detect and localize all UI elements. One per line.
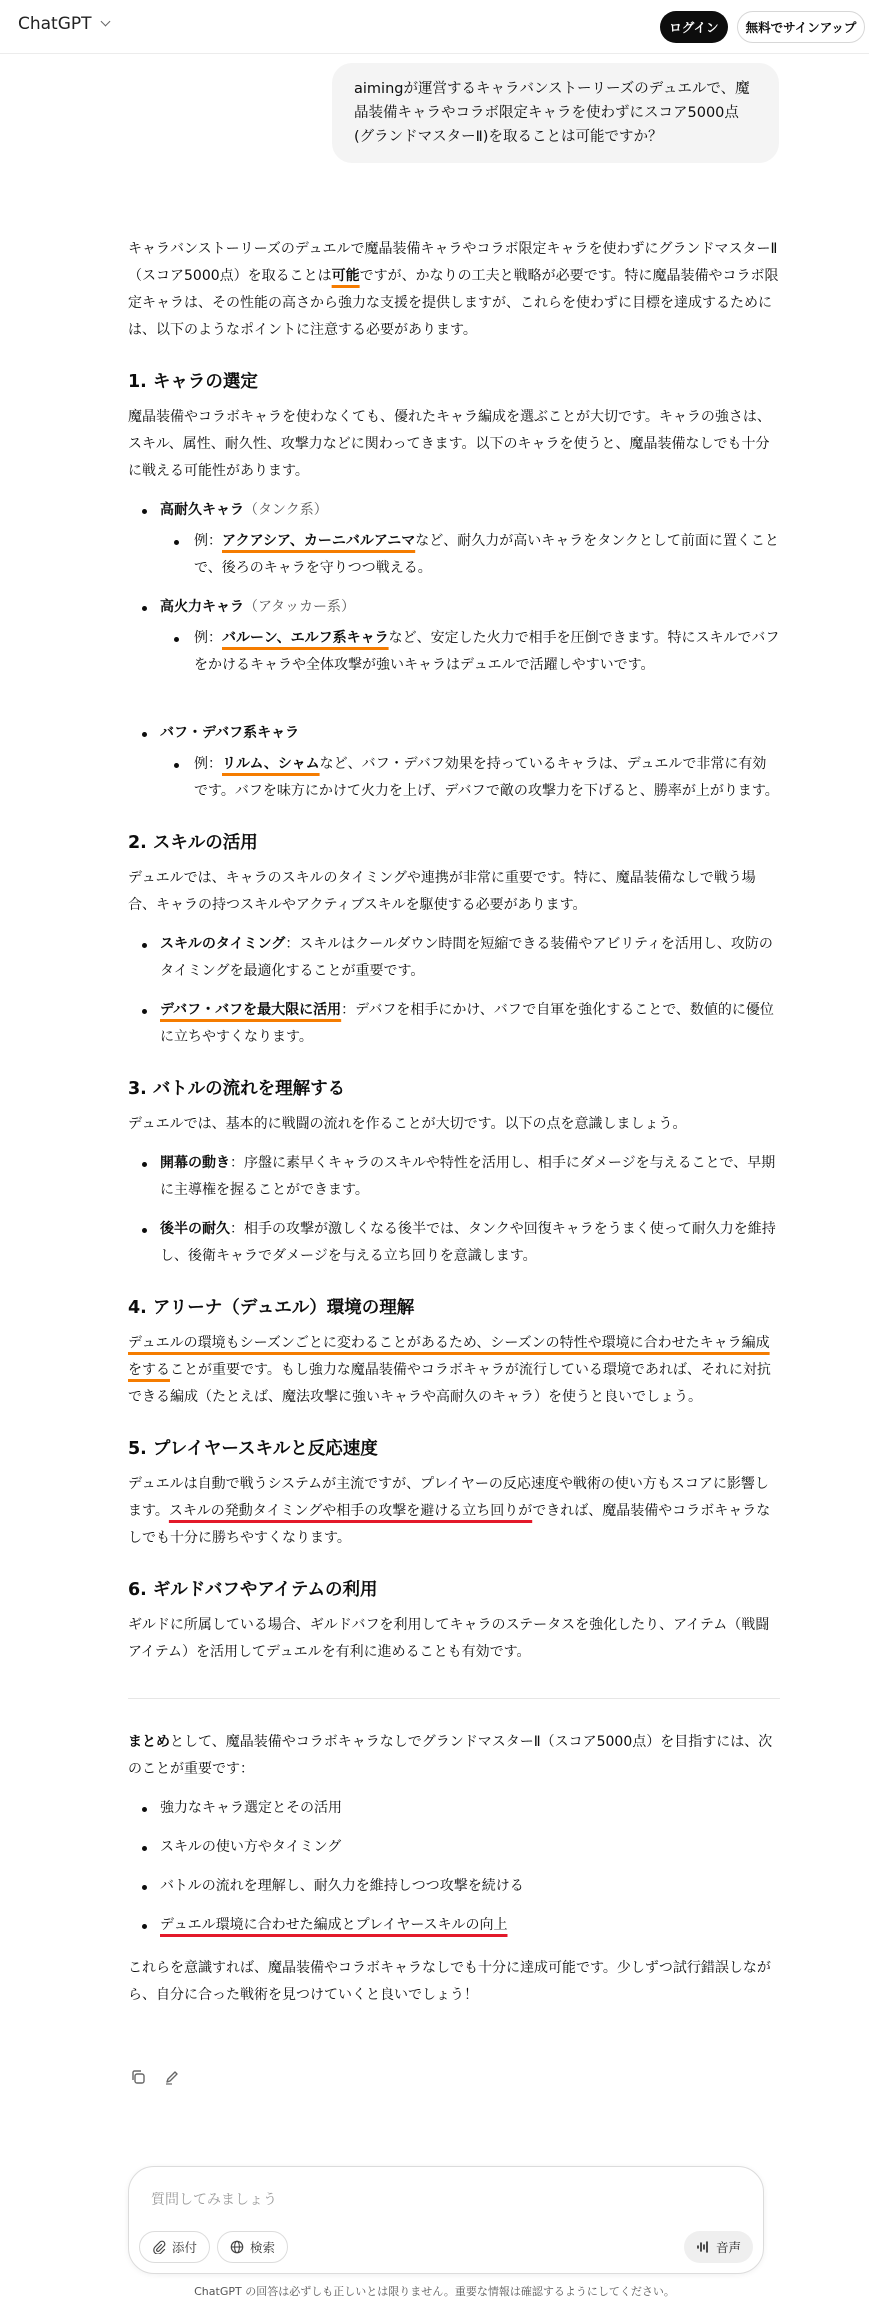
example-prefix: 例：	[194, 756, 222, 772]
section-5-title: 5. プレイヤースキルと反応速度	[128, 1439, 378, 1459]
search-button[interactable]	[217, 2231, 288, 2263]
section-2-list	[128, 931, 780, 1051]
section-2-title: 2. スキルの活用	[128, 833, 258, 853]
summary-intro	[128, 1729, 780, 1783]
message-composer	[128, 2166, 764, 2274]
disclaimer-text: ChatGPT の回答は必ずしも正しいとは限りません。重要な情報は確認するようにしてください。	[194, 2285, 675, 2298]
prompt-input[interactable]: 質問してみましょう	[151, 2192, 277, 2208]
section-5-body	[128, 1471, 780, 1552]
assistant-message-continued	[128, 720, 780, 2009]
search-label: 検索	[250, 2240, 276, 2255]
buff-example-text: など、バフ・デバフ効果を持っているキャラは、デュエルで非常に有効です。バフを味方にかけて火力を上げ、デバフで敵の攻撃力を下げると、勝率が上がります。	[194, 756, 779, 799]
copy-icon[interactable]	[128, 2067, 148, 2087]
intro-text-1: キャラバンストーリーズのデュエルで魔晶装備キャラやコラボ限定キャラを使わずにグランドマスターⅡ（スコア5000点）を取ることは	[128, 241, 778, 284]
section-6-title: 6. ギルドバフやアイテムの利用	[128, 1580, 378, 1600]
buff-list	[128, 720, 780, 805]
section-5-highlight: スキルの発動タイミングや相手の攻撃を避ける立ち回りが	[168, 1503, 533, 1519]
section-2-body: デュエルでは、キャラのスキルのタイミングや連携が非常に重要です。特に、魔晶装備なしで戦う場合、キャラの持つスキルやアクティブスキルを駆使する必要があります。	[128, 870, 756, 913]
section-6-body: ギルドに所属している場合、ギルドバフを利用してキャラのステータスを強化したり、アイテム（戦闘アイテム）を活用してデュエルを有利に進めることも有効です。	[128, 1617, 770, 1660]
model-switcher[interactable]	[18, 14, 109, 34]
user-message-bubble	[332, 63, 779, 163]
list-item: バトルの流れを理解し、耐久力を維持しつつ攻撃を続ける	[128, 1873, 780, 1900]
attach-label: 添付	[172, 2240, 198, 2255]
example-prefix: 例：	[194, 533, 222, 549]
tank-note: （タンク系）	[244, 502, 328, 518]
skill-timing-text: ：スキルはクールダウン時間を短縮できる装備やアビリティを活用し、攻防のタイミングを最適化することが重要です。	[160, 936, 773, 979]
buff-example-names: リルム、シャム	[222, 756, 320, 772]
signup-button[interactable]: 無料でサインアップ	[737, 11, 865, 43]
attacker-label: 高火力キャラ	[160, 599, 244, 615]
example-prefix: 例：	[194, 630, 222, 646]
list-item	[128, 931, 780, 985]
list-item	[128, 720, 780, 805]
list-item: スキルの使い方やタイミング	[128, 1834, 780, 1861]
list-item	[128, 1150, 780, 1204]
list-item	[128, 497, 780, 582]
attacker-example-text: など、安定した火力で相手を圧倒できます。特にスキルでバフをかけるキャラや全体攻撃が強いキャラはデュエルで活躍しやすいです。	[194, 630, 780, 673]
brand-title: ChatGPT	[18, 14, 92, 34]
section-5-text-1: デュエルは自動で戦うシステムが主流ですが、プレイヤーの反応速度や戦術の使い方もスコアに影響します。	[128, 1476, 769, 1519]
section-1-body: 魔晶装備やコラボキャラを使わなくても、優れたキャラ編成を選ぶことが大切です。キャラの強さは、スキル、属性、耐久性、攻撃力などに関わってきます。以下のキャラを使うと、魔晶装備なしでも十分に戦える可能性があります。	[128, 409, 771, 479]
list-item	[160, 625, 780, 679]
intro-text-2: ですが、かなりの工夫と戦略が必要です。特に魔晶装備やコラボ限定キャラは、その性能の高さから強力な支援を提供しますが、これらを使わずに目標を達成するためには、以下のようなポイントに注意する必要があります。	[128, 268, 779, 338]
voice-label: 音声	[715, 2240, 741, 2255]
attacker-sublist	[160, 625, 780, 679]
list-item	[160, 528, 780, 582]
user-message-text: aimingが運営するキャラバンストーリーズのデュエルで、魔晶装備キャラやコラボ限定キャラを使わずにスコア5000点(グランドマスターⅡ)を取ることは可能ですか？	[354, 81, 750, 145]
section-4-body	[128, 1330, 780, 1411]
list-item	[160, 751, 780, 805]
list-item	[128, 594, 780, 679]
opening-text: ：序盤に素早くキャラのスキルや特性を活用し、相手にダメージを与えることで、早期に主導権を握ることができます。	[160, 1155, 776, 1198]
attacker-note: （アタッカー系）	[244, 599, 356, 615]
summary-item-highlight: デュエル環境に合わせた編成とプレイヤースキルの向上	[160, 1917, 508, 1933]
chevron-down-icon	[100, 17, 110, 27]
intro-possible: 可能	[331, 268, 360, 284]
tank-example-names: アクアシア、カーニバルアニマ	[222, 533, 416, 549]
tank-label: 高耐久キャラ	[160, 502, 244, 518]
assistant-message	[128, 236, 780, 679]
summary-bold: まとめ	[128, 1734, 170, 1750]
attach-button[interactable]	[139, 2231, 210, 2263]
voice-button[interactable]	[684, 2231, 753, 2263]
edit-icon[interactable]	[162, 2067, 182, 2087]
list-item: 強力なキャラ選定とその活用	[128, 1795, 780, 1822]
globe-icon	[230, 2240, 244, 2254]
endurance-label: 後半の耐久	[160, 1221, 230, 1237]
buff-debuff-text: ：デバフを相手にかけ、バフで自軍を強化することで、数値的に優位に立ちやすくなります。	[160, 1002, 774, 1045]
section-4-rest: ことが重要です。もし強力な魔晶装備やコラボキャラが流行している環境であれば、それに対抗できる編成（たとえば、魔法攻撃に強いキャラや高耐久のキャラ）を使うと良いでしょう。	[128, 1362, 771, 1405]
paperclip-icon	[152, 2240, 166, 2254]
summary-list	[128, 1795, 780, 1939]
waveform-icon	[696, 2240, 710, 2254]
tank-sublist	[160, 528, 780, 582]
top-bar	[0, 0, 869, 54]
section-5-text-2: できれば、魔晶装備やコラボキャラなしでも十分に勝ちやすくなります。	[128, 1503, 771, 1546]
list-item	[128, 1216, 780, 1270]
section-3-title: 3. バトルの流れを理解する	[128, 1079, 346, 1099]
buff-label: バフ・デバフ系キャラ	[160, 725, 300, 741]
section-1-title: 1. キャラの選定	[128, 372, 258, 392]
endurance-text: ：相手の攻撃が激しくなる後半では、タンクや回復キャラをうまく使って耐久力を維持し、後衛キャラでダメージを与える立ち回りを意識します。	[160, 1221, 776, 1264]
divider	[128, 1698, 780, 1699]
section-3-body: デュエルでは、基本的に戦闘の流れを作ることが大切です。以下の点を意識しましょう。	[128, 1116, 687, 1132]
attacker-example-names: バルーン、エルフ系キャラ	[222, 630, 389, 646]
section-4-highlight: デュエルの環境もシーズンごとに変わることがあるため、シーズンの特性や環境に合わせたキャラ編成をする	[128, 1335, 770, 1378]
summary-text: として、魔晶装備やコラボキャラなしでグランドマスターⅡ（スコア5000点）を目指すには、次のことが重要です：	[128, 1734, 773, 1777]
skill-timing-label: スキルのタイミング	[160, 936, 286, 952]
answer-intro	[128, 236, 780, 344]
section-4-title: 4. アリーナ（デュエル）環境の理解	[128, 1298, 415, 1318]
list-item	[128, 1912, 780, 1939]
buff-sublist	[160, 751, 780, 805]
login-button[interactable]: ログイン	[660, 11, 728, 43]
tank-example-text: など、耐久力が高いキャラをタンクとして前面に置くことで、後ろのキャラを守りつつ戦える。	[194, 533, 779, 576]
message-actions	[128, 2067, 182, 2087]
buff-debuff-label: デバフ・バフを最大限に活用	[160, 1002, 342, 1018]
closing-text: これらを意識すれば、魔晶装備やコラボキャラなしでも十分に達成可能です。少しずつ試行錯誤しながら、自分に合った戦術を見つけていくと良いでしょう！	[128, 1960, 771, 2003]
list-item	[128, 997, 780, 1051]
opening-label: 開幕の動き	[160, 1155, 230, 1171]
character-list	[128, 497, 780, 679]
section-3-list	[128, 1150, 780, 1270]
